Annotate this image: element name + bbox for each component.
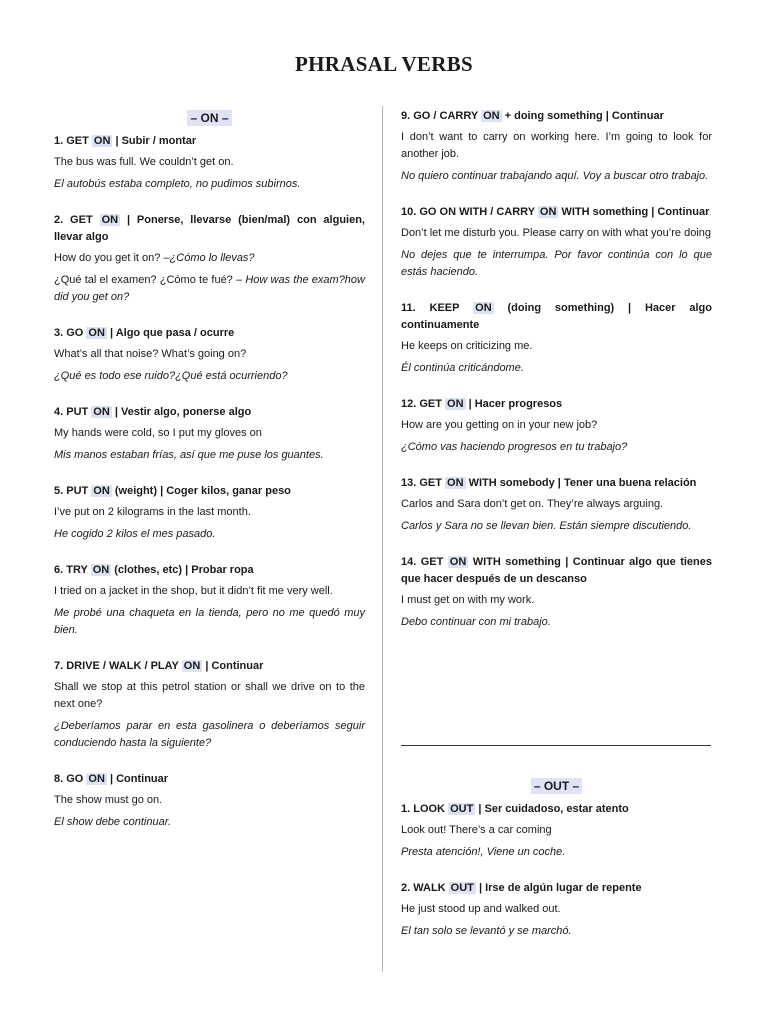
example-text: How do you get it on? – xyxy=(54,252,170,264)
verb-text: 1. LOOK xyxy=(401,803,449,815)
particle-highlight: ON xyxy=(101,214,119,226)
example-sentence: I’ve put on 2 kilograms in the last month. xyxy=(54,506,251,518)
verb-text: 8. GO xyxy=(54,773,87,785)
entry-heading xyxy=(401,801,712,818)
meaning-text: (doing something) | Hacer algo continuamente xyxy=(401,302,713,331)
particle-highlight: ON xyxy=(93,135,111,147)
example-sentence: He keeps on criticizing me. xyxy=(401,340,533,352)
entry-heading xyxy=(401,880,712,897)
entry-heading xyxy=(54,562,365,579)
example-sentence: I must get on with my work. xyxy=(401,594,535,606)
example-sentence: The show must go on. xyxy=(54,794,163,806)
right-column xyxy=(401,108,712,650)
entry-heading xyxy=(54,771,365,788)
translation-sentence: ¿Qué es todo ese ruido?¿Qué está ocurriendo? xyxy=(54,370,288,382)
verb-text: 7. DRIVE / WALK / PLAY xyxy=(54,660,182,672)
meaning-text: WITH somebody | Tener una buena relación xyxy=(465,477,697,489)
out-section-heading xyxy=(401,778,712,795)
translation-sentence: No quiero continuar trabajando aquí. Voy a buscar otro trabajo. xyxy=(401,170,709,182)
verb-text: 6. TRY xyxy=(54,564,91,576)
particle-highlight: ON xyxy=(447,477,464,489)
particle-highlight: OUT xyxy=(450,882,474,894)
verb-text: 1. GET xyxy=(54,135,92,147)
particle-highlight: ON xyxy=(92,564,110,576)
entry-heading xyxy=(401,396,712,413)
entry-heading xyxy=(54,325,365,342)
entry-10 xyxy=(401,204,712,281)
entry-7 xyxy=(54,658,365,752)
entry-2 xyxy=(54,212,365,306)
meaning-text: | Continuar xyxy=(106,773,169,785)
example-italic-text: ¿Cómo lo llevas? xyxy=(169,252,255,264)
entry-heading xyxy=(401,554,712,588)
verb-text: 11. KEEP xyxy=(401,302,474,314)
entry-heading xyxy=(54,658,365,675)
example-sentence: I tried on a jacket in the shop, but it didn’t fit me very well. xyxy=(54,585,333,597)
meaning-text: | Irse de algún lugar de repente xyxy=(475,882,642,894)
verb-text: 5. PUT xyxy=(54,485,92,497)
example-sentence: My hands were cold, so I put my gloves on xyxy=(54,427,262,439)
translation-sentence: Él continúa criticándome. xyxy=(401,362,524,374)
translation-sentence: He cogido 2 kilos el mes pasado. xyxy=(54,528,216,540)
example-sentence xyxy=(54,250,365,267)
meaning-text: | Hacer progresos xyxy=(465,398,563,410)
page-title: PHRASAL VERBS xyxy=(295,52,473,76)
entry-1 xyxy=(54,133,365,193)
example-sentence: Carlos and Sara don’t get on. They’re always arguing. xyxy=(401,498,664,510)
meaning-text: | Ser cuidadoso, estar atento xyxy=(475,803,629,815)
meaning-text: WITH something | Continuar xyxy=(558,206,710,218)
particle-highlight: ON xyxy=(539,206,557,218)
entry-14 xyxy=(401,554,712,631)
entry-13 xyxy=(401,475,712,535)
example-sentence: Look out! There’s a car coming xyxy=(401,824,552,836)
meaning-text: | Ponerse, llevarse (bien/mal) con alguien, llevar algo xyxy=(54,214,365,243)
meaning-text: + doing something | Continuar xyxy=(501,110,664,122)
verb-text: 13. GET xyxy=(401,477,446,489)
verb-text: 4. PUT xyxy=(54,406,92,418)
out-section xyxy=(401,778,712,959)
translation-sentence: No dejes que te interrumpa. Por favor continúa con lo que estás haciendo. xyxy=(401,249,712,278)
translation-sentence: Debo continuar con mi trabajo. xyxy=(401,616,551,628)
column-divider xyxy=(382,106,383,972)
meaning-text: WITH something | Continuar algo que tienes que hacer después de un descanso xyxy=(401,556,712,585)
verb-text: 2. WALK xyxy=(401,882,449,894)
particle-highlight: ON xyxy=(88,773,105,785)
example-sentence: What’s all that noise? What’s going on? xyxy=(54,348,247,360)
particle-highlight: ON xyxy=(475,302,492,314)
entry-4 xyxy=(54,404,365,464)
translation-upright-text: ¿Qué tal el examen? ¿Cómo te fué? – xyxy=(54,274,246,286)
entry-heading xyxy=(401,204,712,221)
translation-sentence: El show debe continuar. xyxy=(54,816,171,828)
on-section-heading xyxy=(54,110,365,127)
example-sentence: Shall we stop at this petrol station or shall we drive on to the next one? xyxy=(54,681,365,710)
out-entry-1 xyxy=(401,801,712,861)
verb-text: 12. GET xyxy=(401,398,446,410)
entry-heading xyxy=(54,133,365,150)
translation-sentence xyxy=(54,272,365,306)
particle-highlight: ON xyxy=(93,406,110,418)
entry-8 xyxy=(54,771,365,831)
particle-highlight: ON xyxy=(483,110,500,122)
entry-heading xyxy=(401,300,712,334)
particle-highlight: ON xyxy=(93,485,110,497)
entry-12 xyxy=(401,396,712,456)
entry-9 xyxy=(401,108,712,185)
particle-highlight: ON xyxy=(183,660,201,672)
entry-heading xyxy=(401,108,712,125)
example-sentence: I don’t want to carry on working here. I’m going to look for another job. xyxy=(401,131,712,160)
meaning-text: | Subir / montar xyxy=(112,135,197,147)
on-section-label: – ON – xyxy=(187,110,231,126)
translation-sentence: ¿Deberíamos parar en esta gasolinera o deberíamos seguir conduciendo hasta la siguiente? xyxy=(54,720,365,749)
translation-sentence: El autobús estaba completo, no pudimos subirnos. xyxy=(54,178,301,190)
translation-sentence: Mis manos estaban frías, así que me puse los guantes. xyxy=(54,449,324,461)
particle-highlight: ON xyxy=(447,398,464,410)
example-sentence: He just stood up and walked out. xyxy=(401,903,561,915)
verb-text: 10. GO ON WITH / CARRY xyxy=(401,206,538,218)
translation-sentence: El tan solo se levantó y se marchó. xyxy=(401,925,572,937)
meaning-text: | Continuar xyxy=(202,660,264,672)
translation-sentence: Presta atención!, Viene un coche. xyxy=(401,846,566,858)
example-sentence: The bus was full. We couldn’t get on. xyxy=(54,156,234,168)
entry-heading xyxy=(54,212,365,246)
out-section-label: – OUT – xyxy=(531,778,582,794)
entry-11 xyxy=(401,300,712,377)
verb-text: 2. GET xyxy=(54,214,100,226)
example-sentence: Don’t let me disturb you. Please carry on with what you’re doing xyxy=(401,227,711,239)
left-column xyxy=(54,110,365,850)
translation-sentence: Me probé una chaqueta en la tienda, pero no me quedó muy bien. xyxy=(54,607,365,636)
translation-sentence: ¿Cómo vas haciendo progresos en tu trabajo? xyxy=(401,441,628,453)
meaning-text: (weight) | Coger kilos, ganar peso xyxy=(111,485,291,497)
verb-text: 9. GO / CARRY xyxy=(401,110,482,122)
entry-5 xyxy=(54,483,365,543)
out-entry-2 xyxy=(401,880,712,940)
particle-highlight: OUT xyxy=(450,803,474,815)
entry-3 xyxy=(54,325,365,385)
translation-text: How was the exam?how did you get on? xyxy=(54,274,365,303)
particle-highlight: ON xyxy=(88,327,105,339)
meaning-text: | Vestir algo, ponerse algo xyxy=(111,406,252,418)
entry-heading xyxy=(401,475,712,492)
example-sentence: How are you getting on in your new job? xyxy=(401,419,598,431)
entry-heading xyxy=(54,483,365,500)
section-separator xyxy=(401,745,711,746)
particle-highlight: ON xyxy=(449,556,467,568)
meaning-text: (clothes, etc) | Probar ropa xyxy=(111,564,254,576)
entry-heading xyxy=(54,404,365,421)
entry-6 xyxy=(54,562,365,639)
meaning-text: | Algo que pasa / ocurre xyxy=(106,327,235,339)
verb-text: 14. GET xyxy=(401,556,448,568)
verb-text: 3. GO xyxy=(54,327,87,339)
translation-sentence: Carlos y Sara no se llevan bien. Están siempre discutiendo. xyxy=(401,520,692,532)
